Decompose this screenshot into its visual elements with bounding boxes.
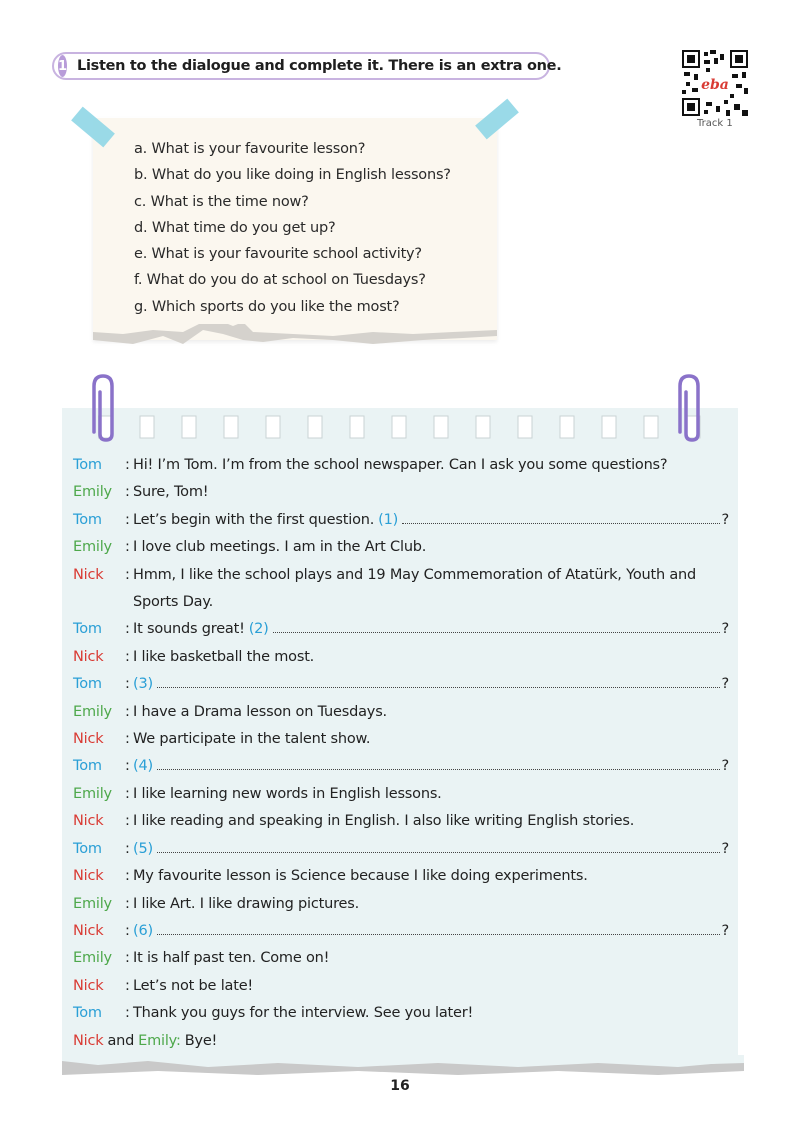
blank-number: (5) bbox=[133, 840, 153, 857]
speaker-name: Nick bbox=[73, 648, 104, 665]
speaker-name: Nick bbox=[73, 566, 104, 583]
speaker-name: Tom bbox=[73, 511, 102, 528]
line-text: I like reading and speaking in English. I also like writing English stories. bbox=[133, 813, 635, 830]
exercise-number: 1 bbox=[58, 55, 67, 77]
line-text: Bye! bbox=[184, 1032, 218, 1049]
dialogue-line bbox=[73, 808, 729, 835]
line-text: My favourite lesson is Science because I like doing experiments. bbox=[133, 868, 588, 885]
colon: : bbox=[125, 868, 130, 885]
colon: : bbox=[125, 648, 130, 665]
speaker-name: Nick bbox=[73, 731, 104, 748]
instruction-banner bbox=[52, 52, 562, 80]
dialogue bbox=[73, 452, 729, 1055]
speaker-name: Emily bbox=[73, 539, 112, 556]
dialogue-line bbox=[73, 452, 729, 479]
line-text: Let’s begin with the first question. bbox=[133, 511, 375, 528]
line-text: Hmm, I like the school plays and 19 May Commemoration of Atatürk, Youth and Sports Day. bbox=[133, 566, 697, 611]
speaker-name: Emily bbox=[73, 895, 112, 912]
paperclip-icon bbox=[670, 372, 706, 442]
colon: : bbox=[125, 922, 130, 939]
line-text: Hi! I’m Tom. I’m from the school newspaper. Can I ask you some questions? bbox=[133, 457, 668, 473]
speaker-name: Tom bbox=[73, 758, 102, 775]
speaker-name: Emily bbox=[73, 785, 112, 802]
dialogue-line bbox=[73, 863, 729, 890]
page-number: 16 bbox=[390, 1078, 410, 1094]
speaker-name: Emily bbox=[73, 703, 112, 720]
colon: : bbox=[125, 457, 130, 473]
question-list bbox=[134, 136, 451, 320]
blank-number: (2) bbox=[248, 621, 269, 638]
colon: : bbox=[125, 785, 130, 802]
colon: : bbox=[125, 895, 130, 912]
line-text: I like Art. I like drawing pictures. bbox=[133, 895, 360, 912]
line-text: I like basketball the most. bbox=[133, 648, 315, 665]
speaker-name: Tom bbox=[73, 676, 102, 693]
conjunction: and bbox=[107, 1032, 135, 1049]
closing-line bbox=[73, 1028, 729, 1055]
speaker-name: Tom bbox=[73, 457, 102, 473]
colon: : bbox=[125, 484, 130, 501]
answer-blank[interactable] bbox=[157, 934, 720, 935]
line-text: I like learning new words in English lessons. bbox=[133, 785, 442, 802]
line-text: Let’s not be late! bbox=[133, 977, 254, 994]
dialogue-line bbox=[73, 534, 729, 561]
answer-blank[interactable] bbox=[273, 632, 720, 633]
dialogue-line bbox=[73, 671, 729, 698]
line-text: Thank you guys for the interview. See you later! bbox=[133, 1005, 474, 1022]
colon: : bbox=[125, 758, 130, 775]
blank-number: (4) bbox=[133, 758, 153, 775]
colon: : bbox=[125, 703, 130, 720]
dialogue-line bbox=[73, 891, 729, 918]
dialogue-line bbox=[73, 562, 729, 617]
speaker-name: Nick bbox=[73, 977, 104, 994]
svg-text:eba: eba bbox=[701, 77, 729, 93]
paperclip-icon bbox=[84, 372, 120, 442]
blank-number: (6) bbox=[133, 922, 153, 939]
speaker-name: Tom bbox=[73, 840, 102, 857]
answer-blank[interactable] bbox=[402, 523, 719, 524]
question-mark: ? bbox=[721, 676, 729, 693]
binder-holes bbox=[98, 414, 718, 442]
line-text: Sure, Tom! bbox=[133, 484, 209, 501]
colon: : bbox=[125, 813, 130, 830]
colon: : bbox=[125, 840, 130, 857]
speaker-name: Nick bbox=[73, 813, 104, 830]
blank-number: (3) bbox=[133, 676, 153, 693]
list-item: a. What is your favourite lesson? bbox=[134, 141, 366, 157]
dialogue-line bbox=[73, 781, 729, 808]
question-mark: ? bbox=[721, 840, 729, 857]
colon: : bbox=[125, 621, 130, 638]
speaker-name: Emily bbox=[73, 950, 112, 967]
dialogue-line bbox=[73, 1000, 729, 1027]
dialogue-line bbox=[73, 479, 729, 506]
tape-right bbox=[475, 99, 519, 140]
qr-code-icon[interactable] bbox=[682, 50, 748, 116]
line-text: We participate in the talent show. bbox=[133, 731, 371, 748]
dialogue-line bbox=[73, 644, 729, 671]
speaker-name: Nick bbox=[73, 868, 104, 885]
dialogue-line bbox=[73, 918, 729, 945]
line-text: It is half past ten. Come on! bbox=[133, 950, 330, 967]
dialogue-line bbox=[73, 616, 729, 643]
colon: : bbox=[125, 676, 130, 693]
colon: : bbox=[125, 511, 130, 528]
blank-number: (1) bbox=[378, 511, 399, 528]
speaker-name: Tom bbox=[73, 1005, 102, 1022]
line-text: It sounds great! bbox=[133, 621, 245, 638]
colon: : bbox=[125, 566, 130, 583]
list-item: f. What do you do at school on Tuesdays? bbox=[134, 272, 426, 289]
speaker-name: Tom bbox=[73, 621, 102, 638]
list-item: d. What time do you get up? bbox=[134, 219, 336, 236]
dialogue-line bbox=[73, 699, 729, 726]
notebook-torn-edge bbox=[58, 1055, 748, 1079]
question-mark: ? bbox=[721, 922, 729, 939]
colon: : bbox=[125, 731, 130, 748]
dialogue-line bbox=[73, 726, 729, 753]
speaker-name: Nick bbox=[73, 922, 104, 939]
dialogue-line bbox=[73, 753, 729, 780]
line-text: I have a Drama lesson on Tuesdays. bbox=[133, 703, 387, 720]
list-item: c. What is the time now? bbox=[134, 193, 309, 210]
speaker-name: Emily: bbox=[138, 1032, 181, 1049]
line-text: I love club meetings. I am in the Art Club. bbox=[133, 539, 427, 556]
speaker-name: Emily bbox=[73, 484, 112, 501]
answer-blank[interactable] bbox=[157, 769, 720, 770]
colon: : bbox=[125, 977, 130, 994]
dialogue-line bbox=[73, 507, 729, 534]
colon: : bbox=[125, 950, 130, 967]
answer-blank[interactable] bbox=[157, 852, 720, 853]
question-mark: ? bbox=[721, 511, 729, 528]
track-label: Track 1 bbox=[697, 118, 733, 129]
dialogue-line bbox=[73, 836, 729, 863]
dialogue-line bbox=[73, 945, 729, 972]
instruction-text: Listen to the dialogue and complete it. There is an extra one. bbox=[77, 58, 562, 74]
list-item: b. What do you like doing in English lessons? bbox=[134, 167, 451, 184]
list-item: e. What is your favourite school activity? bbox=[134, 246, 422, 263]
colon: : bbox=[125, 1005, 130, 1022]
speaker-name: Nick bbox=[73, 1032, 104, 1049]
colon: : bbox=[125, 539, 130, 556]
question-mark: ? bbox=[721, 621, 729, 638]
dialogue-line bbox=[73, 973, 729, 1000]
answer-blank[interactable] bbox=[157, 687, 720, 688]
question-mark: ? bbox=[721, 758, 729, 775]
list-item: g. Which sports do you like the most? bbox=[134, 298, 400, 315]
